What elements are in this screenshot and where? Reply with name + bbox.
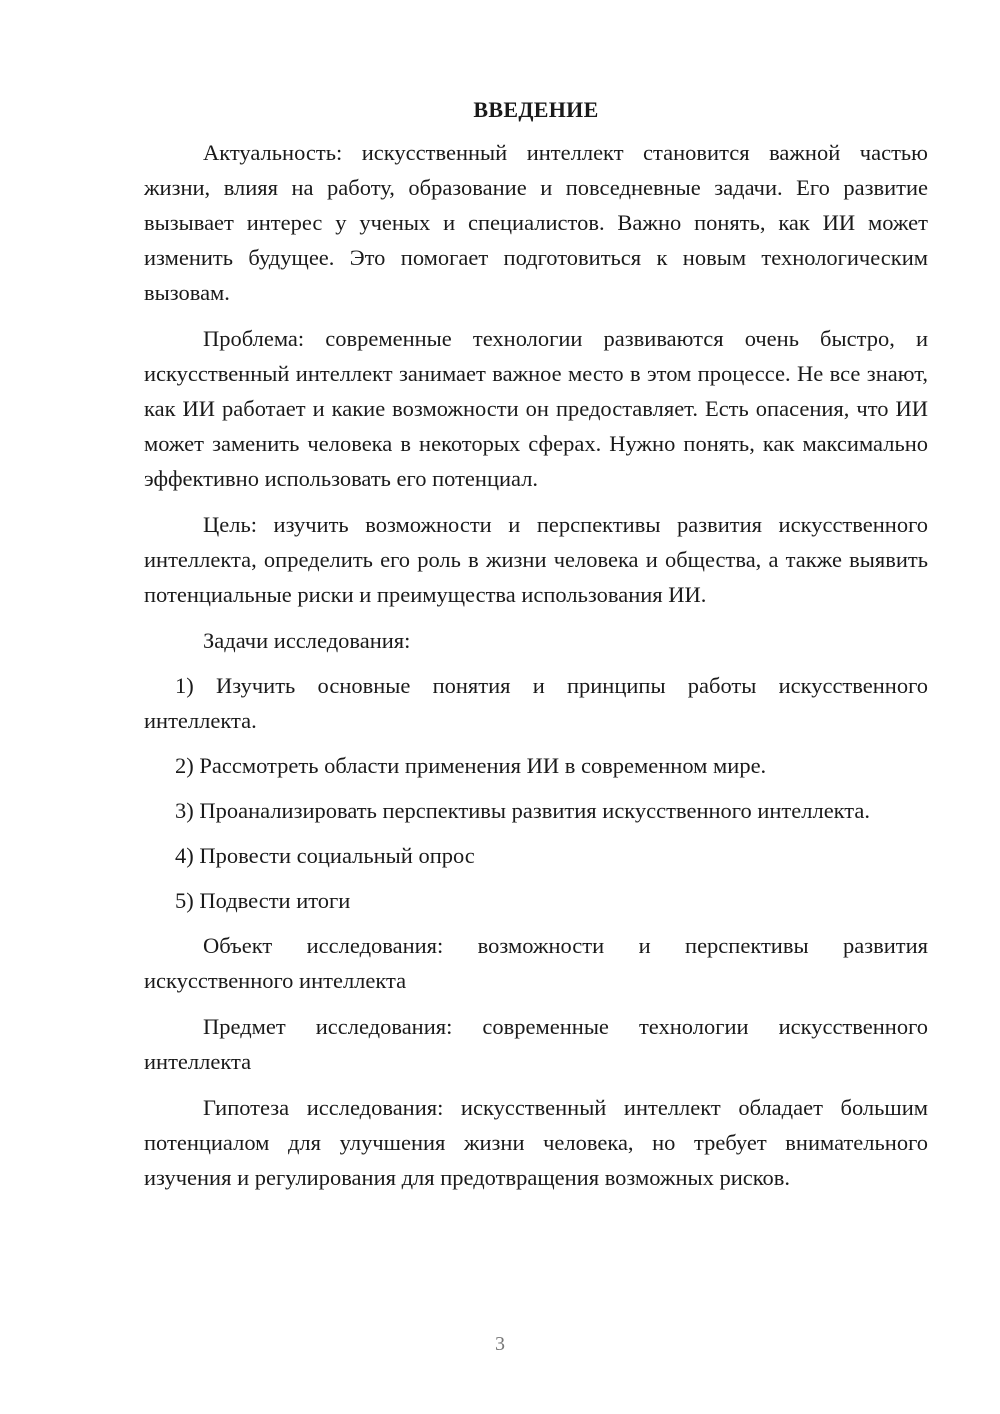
object-paragraph: Объект исследования: возможности и перспективы развития искусственного интеллекта [144, 933, 928, 993]
task-item-3: 3) Проанализировать перспективы развития искусственного интеллекта. [175, 798, 871, 823]
page-title: ВВЕДЕНИЕ [473, 97, 599, 122]
hypothesis-paragraph: Гипотеза исследования: искусственный интеллект обладает большим потенциалом для улучшения жизни человека, но требует внимательного изучения и регулирования для предотвращения возможных рисков. [144, 1095, 928, 1190]
task-item-2: 2) Рассмотреть области применения ИИ в современном мире. [175, 753, 767, 778]
task-item-5: 5) Подвести итоги [175, 888, 351, 913]
goal-paragraph: Цель: изучить возможности и перспективы развития искусственного интеллекта, определить его роль в жизни человека и общества, а также выявить потенциальные риски и преимущества использования ИИ. [144, 512, 928, 607]
document-page [144, 92, 928, 1206]
task-item-4: 4) Провести социальный опрос [175, 843, 475, 868]
relevance-paragraph: Актуальность: искусственный интеллект становится важной частью жизни, влияя на работу, образование и повседневные задачи. Его развитие вызывает интерес у ученых и специалистов. Важно понять, как ИИ может изменить будущее. Это помогает подготовиться к новым технологическим вызовам. [144, 140, 928, 305]
subject-paragraph: Предмет исследования: современные технологии искусственного интеллекта [144, 1014, 928, 1074]
problem-paragraph: Проблема: современные технологии развиваются очень быстро, и искусственный интеллект занимает важное место в этом процессе. Не все знают, как ИИ работает и какие возможности он предоставляет. Есть опасения, что ИИ может заменить человека в некоторых сферах. Нужно понять, как максимально эффективно использовать его потенциал. [144, 326, 928, 491]
task-item-1: 1) Изучить основные понятия и принципы работы искусственного интеллекта. [144, 673, 928, 733]
tasks-heading: Задачи исследования: [203, 628, 411, 653]
page-number: 3 [495, 1333, 505, 1355]
